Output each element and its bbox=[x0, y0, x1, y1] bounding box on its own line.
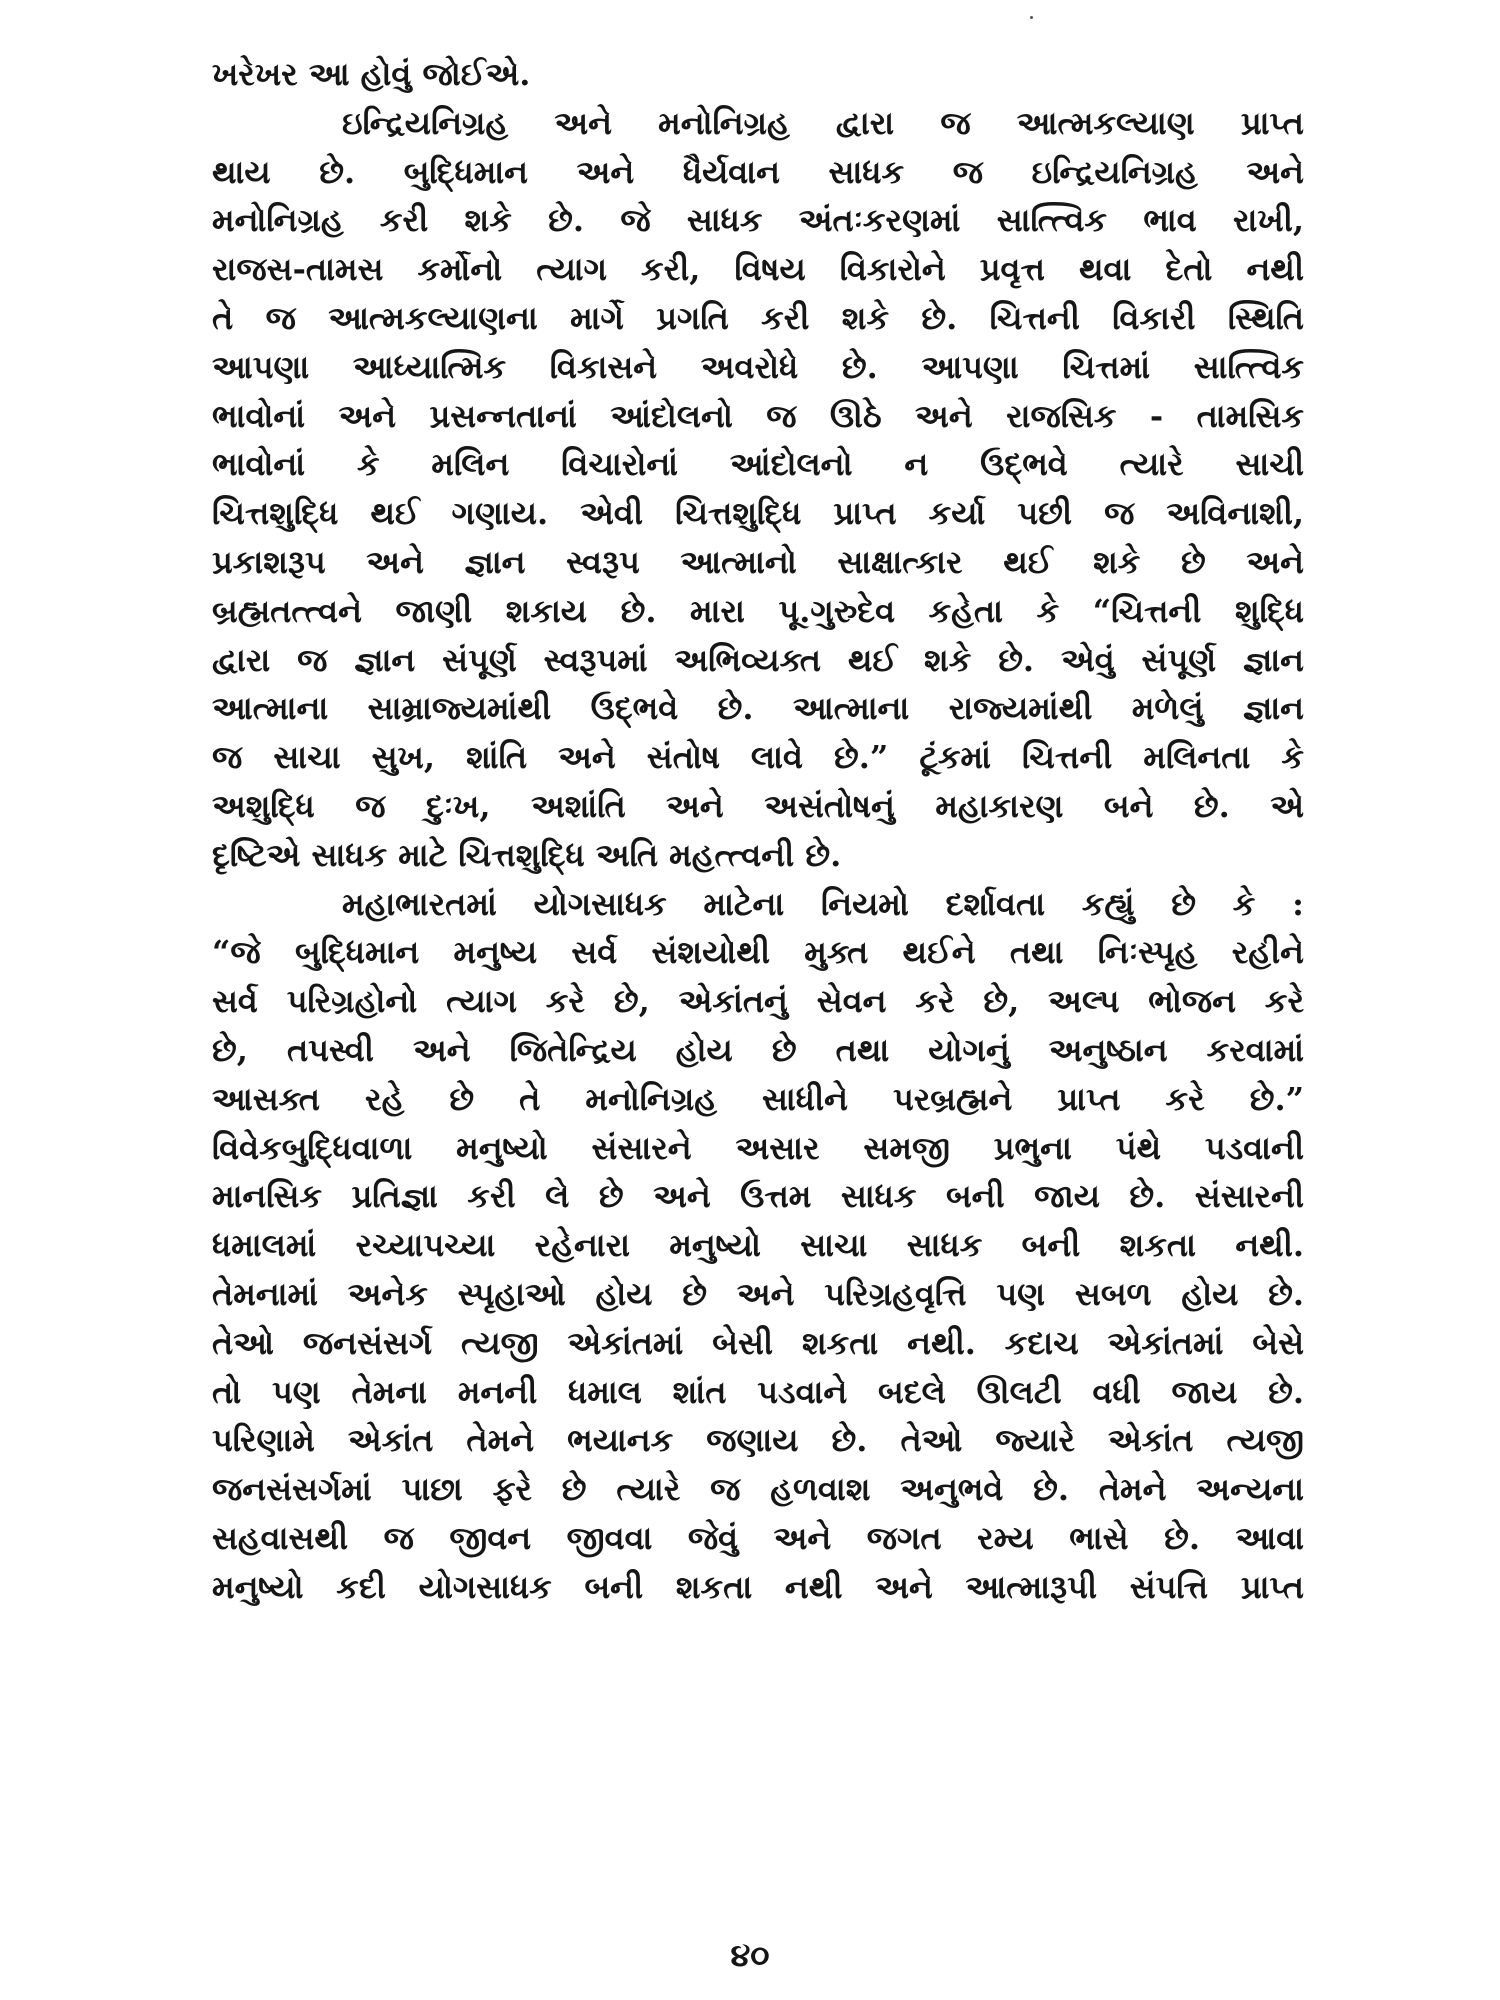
text-line: જનસંસર્ગમાં પાછા ફરે છે ત્યારે જ હળવાશ અનુભવે છે. તેમને અન્યના bbox=[212, 1470, 1304, 1509]
text-line: દૃષ્ટિએ સાધક માટે ચિત્તશુદ્ધિ અતિ મહત્ત્વની છે. bbox=[212, 835, 842, 874]
text-line: સર્વ પરિગ્રહોનો ત્યાગ કરે છે, એકાંતનું સેવન કરે છે, અલ્પ ભોજન કરે bbox=[212, 982, 1304, 1021]
text-line: રાજસ-તામસ કર્મોનો ત્યાગ કરી, વિષય વિકારોને પ્રવૃત્ત થવા દેતો નથી bbox=[212, 250, 1304, 289]
text-line: ધમાલમાં રચ્યાપચ્યા રહેનારા મનુષ્યો સાચા સાધક બની શકતા નથી. bbox=[212, 1226, 1304, 1265]
page-number: ૪૦ bbox=[730, 1936, 770, 1974]
text-line: ખરેખર આ હોવું જોઈએ. bbox=[212, 55, 531, 93]
text-line: “જે બુદ્ધિમાન મનુષ્ય સર્વ સંશયોથી મુક્ત થઈને તથા નિઃસ્પૃહ રહીને bbox=[212, 933, 1304, 972]
text-line: પરિણામે એકાંત તેમને ભયાનક જણાય છે. તેઓ જ્યારે એકાંત ત્યજી bbox=[212, 1421, 1304, 1460]
text-line: થાય છે. બુદ્ધિમાન અને ધૈર્યવાન સાધક જ ઇન્દ્રિયનિગ્રહ અને bbox=[212, 152, 1304, 191]
text-line: માનસિક પ્રતિજ્ઞા કરી લે છે અને ઉત્તમ સાધક બની જાય છે. સંસારની bbox=[212, 1177, 1304, 1216]
text-line: જ સાચા સુખ, શાંતિ અને સંતોષ લાવે છે.” ટૂંકમાં ચિત્તની મલિનતા કે bbox=[212, 738, 1304, 777]
text-line: ચિત્તશુદ્ધિ થઈ ગણાય. એવી ચિત્તશુદ્ધિ પ્રાપ્ત કર્યા પછી જ અવિનાશી, bbox=[212, 494, 1304, 533]
text-line: આસક્ત રહે છે તે મનોનિગ્રહ સાધીને પરબ્રહ્મને પ્રાપ્ત કરે છે.” bbox=[212, 1079, 1304, 1118]
text-line: સહવાસથી જ જીવન જીવવા જેવું અને જગત રમ્ય ભાસે છે. આવા bbox=[212, 1518, 1304, 1557]
body-text bbox=[212, 50, 1304, 1612]
scan-speck bbox=[1030, 16, 1033, 19]
text-line: તે જ આત્મકલ્યાણના માર્ગે પ્રગતિ કરી શકે છે. ચિત્તની વિકારી સ્થિતિ bbox=[212, 298, 1304, 337]
text-line: આત્માના સામ્રાજ્યમાંથી ઉદ્ભવે છે. આત્માના રાજ્યમાંથી મળેલું જ્ઞાન bbox=[212, 689, 1304, 728]
text-line: દ્વારા જ જ્ઞાન સંપૂર્ણ સ્વરૂપમાં અભિવ્યક્ત થઈ શકે છે. એવું સંપૂર્ણ જ્ઞાન bbox=[212, 640, 1304, 679]
text-line: મનુષ્યો કદી યોગસાધક બની શકતા નથી અને આત્મારૂપી સંપત્તિ પ્રાપ્ત bbox=[212, 1567, 1304, 1606]
text-line: ભાવોનાં કે મલિન વિચારોનાં આંદોલનો ન ઉદ્ભવે ત્યારે સાચી bbox=[212, 445, 1304, 484]
text-line: પ્રકાશરૂપ અને જ્ઞાન સ્વરૂપ આત્માનો સાક્ષાત્કાર થઈ શકે છે અને bbox=[212, 542, 1304, 581]
text-line: આપણા આધ્યાત્મિક વિકાસને અવરોધે છે. આપણા ચિત્તમાં સાત્ત્વિક bbox=[212, 347, 1304, 386]
text-line: ભાવોનાં અને પ્રસન્નતાનાં આંદોલનો જ ઊઠે અને રાજસિક - તામસિક bbox=[212, 396, 1304, 435]
text-line: તેમનામાં અનેક સ્પૃહાઓ હોય છે અને પરિગ્રહવૃત્તિ પણ સબળ હોય છે. bbox=[212, 1274, 1304, 1313]
text-line: ઇન્દ્રિયનિગ્રહ અને મનોનિગ્રહ દ્વારા જ આત્મકલ્યાણ પ્રાપ્ત bbox=[342, 103, 1304, 142]
text-line: મહાભારતમાં યોગસાધક માટેના નિયમો દર્શાવતા કહ્યું છે કે : bbox=[342, 884, 1304, 923]
text-line: વિવેકબુદ્ધિવાળા મનુષ્યો સંસારને અસાર સમજી પ્રભુના પંથે પડવાની bbox=[212, 1128, 1304, 1167]
text-line: અશુદ્ધિ જ દુઃખ, અશાંતિ અને અસંતોષનું મહાકારણ બને છે. એ bbox=[212, 786, 1304, 825]
text-line: મનોનિગ્રહ કરી શકે છે. જે સાધક અંતઃકરણમાં સાત્ત્વિક ભાવ રાખી, bbox=[212, 201, 1304, 240]
text-line: તો પણ તેમના મનની ધમાલ શાંત પડવાને બદલે ઊલટી વધી જાય છે. bbox=[212, 1372, 1304, 1411]
text-line: બ્રહ્મતત્ત્વને જાણી શકાય છે. મારા પૂ.ગુરુદેવ કહેતા કે “ચિત્તની શુદ્ધિ bbox=[212, 591, 1304, 630]
text-line: છે, તપસ્વી અને જિતેન્દ્રિય હોય છે તથા યોગનું અનુષ્ઠાન કરવામાં bbox=[212, 1030, 1304, 1069]
text-line: તેઓ જનસંસર્ગ ત્યજી એકાંતમાં બેસી શકતા નથી. કદાચ એકાંતમાં બેસે bbox=[212, 1323, 1304, 1362]
